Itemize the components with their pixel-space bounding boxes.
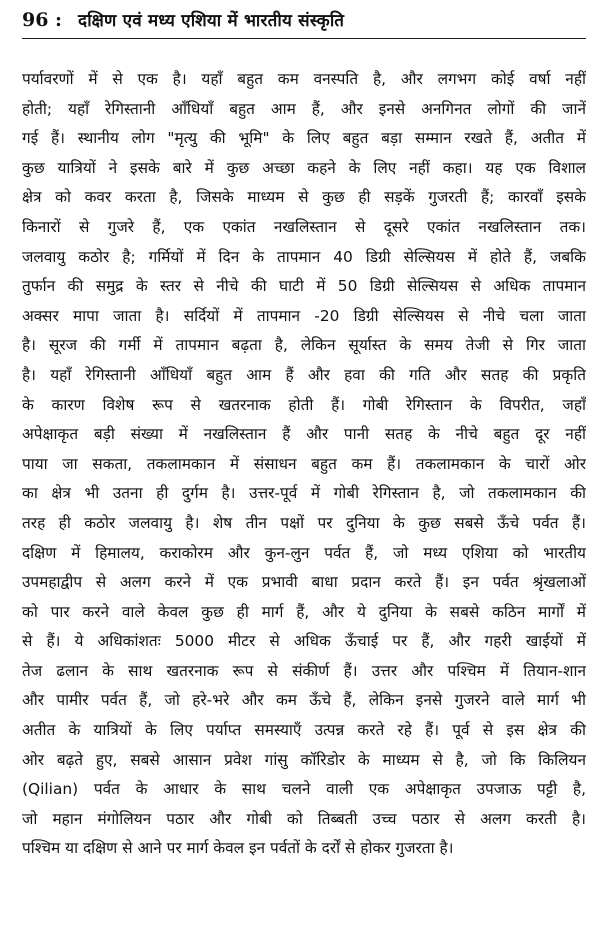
text-line: अपेक्षाकृत बड़ी संख्या में नखलिस्तान हैं और पानी सतह के नीचे बहुत दूर नहीं bbox=[22, 425, 586, 444]
text-line: दक्षिण में हिमालय, कराकोरम और कुन-लुन पर्वत हैं, जो मध्य एशिया को भारतीय bbox=[22, 543, 586, 562]
text-line: पश्चिम या दक्षिण से आने पर मार्ग केवल इन पर्वतों के दर्रों से होकर गुजरता है। bbox=[22, 839, 454, 858]
page-number: 96 : bbox=[22, 9, 63, 31]
text-line: से हैं। ये अधिकांशतः 5000 मीटर से अधिक ऊँचाई पर हैं, और गहरी खाईयों में bbox=[22, 632, 586, 651]
text-line: है। सूरज की गर्मी में तापमान बढ़ता है, लेकिन सूर्यास्त के समय तेजी से गिर जाता bbox=[22, 336, 586, 355]
text-line: तरह ही कठोर जलवायु है। शेष तीन पक्षों पर दुनिया के कुछ सबसे ऊँचे पर्वत हैं। bbox=[22, 513, 586, 532]
text-line: (Qilian) पर्वत के आधार के साथ चलने वाली एक अपेक्षाकृत उपजाऊ पट्टी है, bbox=[22, 780, 586, 799]
text-line: को पार करने वाले केवल कुछ ही मार्ग हैं, और ये दुनिया के सबसे कठिन मार्गों में bbox=[22, 602, 586, 621]
text-line: कुछ यात्रियों ने इसके बारे में कुछ अच्छा कहने के लिए नहीं कहा। यह एक विशाल bbox=[22, 158, 586, 177]
text-line: जो महान मंगोलियन पठार और गोबी को तिब्बती उच्च पठार से अलग करती है। bbox=[22, 809, 586, 828]
text-line: और पामीर पर्वत हैं, जो हरे-भरे और कम ऊँचे हैं, लेकिन इनसे गुजरने वाले मार्ग भी bbox=[22, 691, 586, 710]
text-line: किनारों से गुजरे हैं, एक एकांत नखलिस्तान से दूसरे एकांत नखलिस्तान तक। bbox=[22, 217, 586, 236]
text-line: पर्यावरणों में से एक है। यहाँ बहुत कम वनस्पति है, और लगभग कोई वर्षा नहीं bbox=[22, 70, 586, 88]
text-line: जलवायु कठोर है; गर्मियों में दिन के तापमान 40 डिग्री सेल्सियस में होते हैं, जबकि bbox=[22, 247, 586, 266]
text-line: तेज ढलान के साथ खतरनाक रूप से संकीर्ण हैं। उत्तर और पश्चिम में तियान-शान bbox=[22, 661, 586, 680]
text-line: अतीत के यात्रियों के लिए पर्याप्त समस्याएँ उत्पन्न करते रहे हैं। पूर्व से इस क्षेत्र की bbox=[22, 721, 586, 740]
text-line: का क्षेत्र भी उतना ही दुर्गम है। उत्तर-पूर्व में गोबी रेगिस्तान है, जो तकलामकान की bbox=[22, 484, 586, 503]
text-line: ओर बढ़ते हुए, सबसे आसान प्रवेश गांसु कॉरिडोर के माध्यम से है, जो कि किलियन bbox=[22, 750, 586, 769]
text-line: उपमहाद्वीप से अलग करने में एक प्रभावी बाधा प्रदान करते हैं। इन पर्वत श्रृंखलाओं bbox=[22, 573, 586, 592]
text-line: पाया जा सकता, तकलामकान में संसाधन बहुत कम हैं। तकलामकान के चारों ओर bbox=[22, 454, 586, 473]
body-text bbox=[22, 65, 586, 864]
chapter-title: दक्षिण एवं मध्य एशिया में भारतीय संस्कृति bbox=[78, 11, 345, 31]
text-line: है। यहाँ रेगिस्तानी आँधियाँ बहुत आम हैं और हवा की गति और सतह की प्रकृति bbox=[22, 365, 586, 384]
text-line: क्षेत्र को कवर करता है, जिसके माध्यम से कुछ ही सड़कें गुजरती हैं; कारवाँ इसके bbox=[22, 188, 586, 207]
text-line: अक्सर मापा जाता है। सर्दियों में तापमान -20 डिग्री सेल्सियस से नीचे चला जाता bbox=[22, 306, 586, 325]
text-line: गई हैं। स्थानीय लोग "मृत्यु की भूमि" के लिए बहुत बड़ा सम्मान रखते हैं, अतीत में bbox=[22, 129, 586, 148]
page-header bbox=[22, 8, 586, 39]
text-line: तुर्फान की समुद्र के स्तर से नीचे की घाटी में 50 डिग्री सेल्सियस से अधिक तापमान bbox=[22, 277, 586, 296]
text-line: होती; यहाँ रेगिस्तानी आँधियाँ बहुत आम हैं, और इनसे अनगिनत लोगों की जानें bbox=[22, 99, 586, 118]
text-line: के कारण विशेष रूप से खतरनाक होती हैं। गोबी रेगिस्तान के विपरीत, जहाँ bbox=[22, 395, 586, 414]
